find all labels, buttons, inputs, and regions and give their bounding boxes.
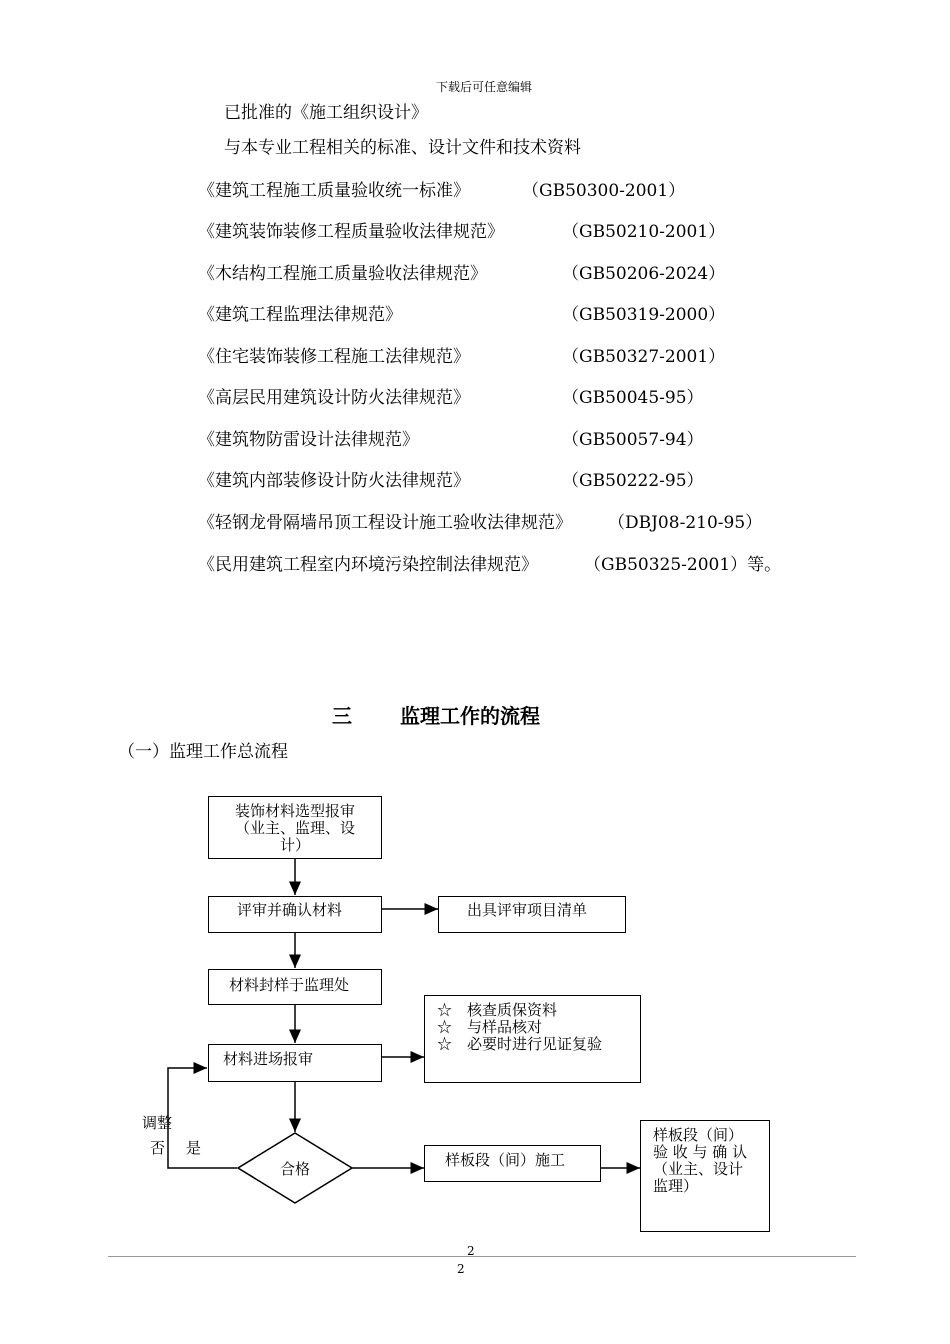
standard-name: 《建筑工程监理法律规范》 bbox=[198, 305, 402, 325]
material-entry-box bbox=[208, 1044, 382, 1082]
box-line: 验 收 与 确 认 bbox=[653, 1143, 748, 1161]
adjust-label: 调整 bbox=[142, 1114, 173, 1132]
box-line: （业主、设计 bbox=[653, 1160, 744, 1178]
box-label: 材料进场报审 bbox=[223, 1050, 314, 1068]
box-label: 材料封样于监理处 bbox=[229, 976, 350, 994]
standard-name: 《住宅装饰装修工程施工法律规范》 bbox=[198, 347, 470, 367]
page-header: 下载后可任意编辑 bbox=[436, 80, 533, 94]
standard-name: 《轻钢龙骨隔墙吊顶工程设计施工验收法律规范》 bbox=[198, 513, 572, 533]
section-title: 监理工作的流程 bbox=[400, 704, 540, 728]
standard-code: （GB50045-95） bbox=[562, 388, 704, 408]
standard-code: （GB50300-2001） bbox=[522, 181, 686, 201]
review-list-box bbox=[438, 896, 626, 933]
standard-name: 《建筑装饰装修工程质量验收法律规范》 bbox=[198, 222, 504, 242]
checks-box bbox=[424, 995, 641, 1083]
standard-code: （GB50325-2001）等。 bbox=[584, 555, 782, 575]
standard-name: 《建筑工程施工质量验收统一标准》 bbox=[198, 181, 470, 201]
page-number-bottom: 2 bbox=[457, 1262, 465, 1276]
intro-line-1: 已批准的《施工组织设计》 bbox=[224, 103, 428, 123]
subsection-title: （一）监理工作总流程 bbox=[118, 742, 288, 762]
standard-code: （GB50319-2000） bbox=[562, 305, 726, 325]
standard-name: 《民用建筑工程室内环境污染控制法律规范》 bbox=[198, 555, 538, 575]
review-confirm-box bbox=[208, 896, 382, 933]
no-label: 否 bbox=[150, 1139, 166, 1157]
box-line: 样板段（间） bbox=[653, 1126, 744, 1144]
decision-label: 合格 bbox=[280, 1160, 311, 1178]
standard-code: （DBJ08-210-95） bbox=[608, 513, 763, 533]
box-line: （业主、监理、设 bbox=[234, 819, 355, 837]
page-number-top: 2 bbox=[467, 1244, 475, 1258]
standard-code: （GB50222-95） bbox=[562, 471, 704, 491]
footer-divider bbox=[108, 1256, 856, 1257]
standard-name: 《木结构工程施工质量验收法律规范》 bbox=[198, 264, 487, 284]
standard-code: （GB50327-2001） bbox=[562, 347, 726, 367]
standard-code: （GB50210-2001） bbox=[562, 222, 726, 242]
box-line: 装饰材料选型报审 bbox=[234, 802, 355, 820]
sample-seal-box bbox=[208, 969, 382, 1005]
sample-construction-box bbox=[424, 1145, 601, 1182]
box-label: 出具评审项目清单 bbox=[467, 901, 588, 919]
standard-code: （GB50057-94） bbox=[562, 430, 704, 450]
standard-code: （GB50206-2024） bbox=[562, 264, 726, 284]
box-label: 评审并确认材料 bbox=[237, 901, 343, 919]
standard-name: 《建筑物防雷设计法律规范》 bbox=[198, 430, 419, 450]
box-line: 计） bbox=[279, 836, 310, 854]
check-item: ☆ 与样品核对 bbox=[437, 1018, 543, 1036]
box-label: 样板段（间）施工 bbox=[445, 1151, 566, 1169]
material-selection-box bbox=[208, 796, 382, 859]
sample-acceptance-box bbox=[640, 1120, 770, 1232]
standard-name: 《建筑内部装修设计防火法律规范》 bbox=[198, 471, 470, 491]
yes-label: 是 bbox=[186, 1139, 202, 1157]
box-line: 监理） bbox=[653, 1177, 699, 1195]
section-number: 三 bbox=[332, 704, 352, 728]
check-item: ☆ 核查质保资料 bbox=[437, 1001, 558, 1019]
check-item: ☆ 必要时进行见证复验 bbox=[437, 1035, 603, 1053]
intro-line-2: 与本专业工程相关的标准、设计文件和技术资料 bbox=[224, 138, 581, 158]
standard-name: 《高层民用建筑设计防火法律规范》 bbox=[198, 388, 470, 408]
